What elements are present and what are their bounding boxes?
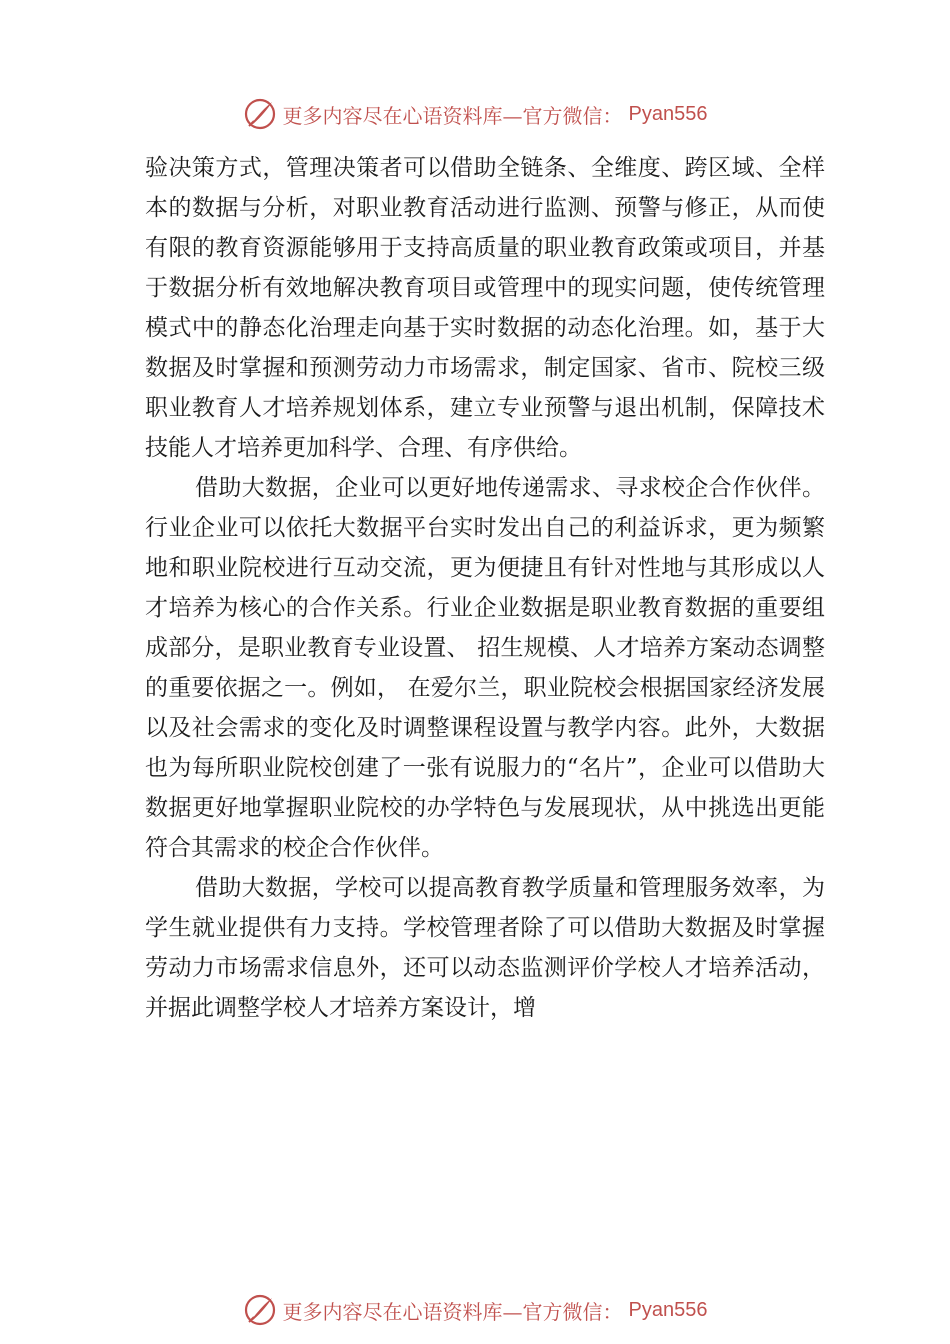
watermark-account: Pyan556 <box>628 1298 708 1321</box>
watermark-text: 更多内容尽在心语资料库—官方微信： <box>282 1299 623 1324</box>
document-body <box>145 148 825 1028</box>
paragraph-3: 借助大数据，学校可以提高教育教学质量和管理服务效率，为学生就业提供有力支持。学校管理者除了可以借助大数据及时掌握劳动力市场需求信息外，还可以动态监测评价学校人才培养活动，并据此调整学校人才培养方案设计，增 <box>145 875 825 1021</box>
watermark-text: 更多内容尽在心语资料库—官方微信： <box>282 103 623 128</box>
footer-watermark <box>0 1290 950 1330</box>
watermark-account: Pyan556 <box>628 102 708 125</box>
quill-logo-icon <box>243 1293 277 1327</box>
paragraph-1: 验决策方式，管理决策者可以借助全链条、全维度、跨区域、全样本的数据与分析，对职业教育活动进行监测、预警与修正，从而使有限的教育资源能够用于支持高质量的职业教育政策或项目，并基于数据分析有效地解决教育项目或管理中的现实问题，使传统管理模式中的静态化治理走向基于实时数据的动态化治理。如，基于大数据及时掌握和预测劳动力市场需求，制定国家、省市、院校三级职业教育人才培养规划体系，建立专业预警与退出机制，保障技术技能人才培养更加科学、合理、有序供给。 <box>145 155 825 461</box>
paragraph-2: 借助大数据，企业可以更好地传递需求、寻求校企合作伙伴。行业企业可以依托大数据平台实时发出自己的利益诉求，更为频繁地和职业院校进行互动交流，更为便捷且有针对性地与其形成以人才培养为核心的合作关系。行业企业数据是职业教育数据的重要组成部分，是职业教育专业设置、 招生规模、人才培养方案动态调整的重要依据之一。例如， 在爱尔兰，职业院校会根据国家经济发展以及社会需求的变化及时调整课程设置与教学内容。此外，大数据也为每所职业院校创建了一张有说服力的“名片”，企业可以借助大数据更好地掌握职业院校的办学特色与发展现状，从中挑选出更能符合其需求的校企合作伙伴。 <box>145 475 825 861</box>
header-watermark <box>0 94 950 134</box>
quill-logo-icon <box>243 97 277 131</box>
